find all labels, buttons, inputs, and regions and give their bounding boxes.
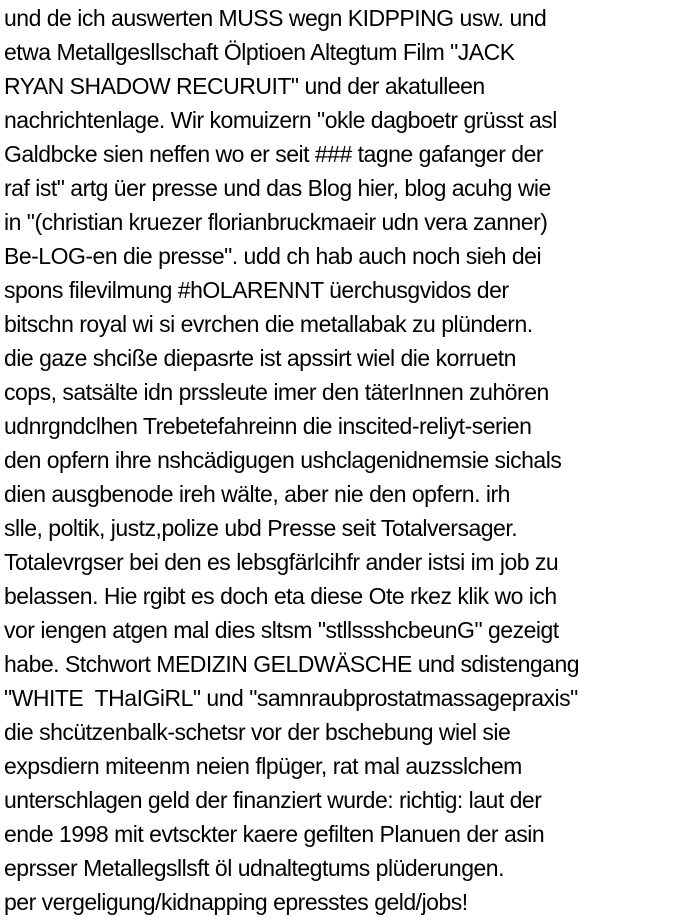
- text-line: dien ausgbenode ireh wälte, aber nie den opfern. irh: [4, 481, 510, 507]
- text-line: RYAN SHADOW RECURUIT" und der akatulleen: [4, 73, 485, 99]
- text-line: ende 1998 mit evtsckter kaere gefilten Planuen der asin: [4, 821, 545, 847]
- text-line: die gaze shciße diepasrte ist apssirt wiel die korruetn: [4, 345, 516, 371]
- text-line: habe. Stchwort MEDIZIN GELDWÄSCHE und sdistengang: [4, 651, 580, 677]
- text-line: per vergeligung/kidnapping epresstes geld/jobs!: [4, 889, 468, 915]
- text-line: belassen. Hie rgibt es doch eta diese Ote rkez klik wo ich: [4, 583, 557, 609]
- text-line: Be-LOG-en die presse". udd ch hab auch noch sieh dei: [4, 243, 542, 269]
- text-line: bitschn royal wi si evrchen die metallabak zu plündern.: [4, 311, 533, 337]
- text-line: slle, poltik, justz,polize ubd Presse seit Totalversager.: [4, 515, 518, 541]
- text-line: raf ist" artg üer presse und das Blog hier, blog acuhg wie: [4, 175, 551, 201]
- text-line: udnrgndclhen Trebetefahreinn die inscited-reliyt-serien: [4, 413, 532, 439]
- text-line: in "(christian kruezer florianbruckmaeir udn vera zanner): [4, 209, 548, 235]
- text-line: expsdiern miteenm neien flpüger, rat mal auzsslchem: [4, 753, 522, 779]
- text-line: und de ich auswerten MUSS wegn KIDPPING usw. und: [4, 5, 547, 31]
- text-line: nachrichtenlage. Wir komuizern "okle dagboetr grüsst asl: [4, 107, 557, 133]
- text-line: cops, satsälte idn prssleute imer den täterInnen zuhören: [4, 379, 549, 405]
- text-line: vor iengen atgen mal dies sltsm "stllssshcbeunG" gezeigt: [4, 617, 559, 643]
- text-line: Totalevrgser bei den es lebsgfärlcihfr ander istsi im job zu: [4, 549, 559, 575]
- text-line: die shcützenbalk-schetsr vor der bschebung wiel sie: [4, 719, 511, 745]
- text-line: unterschlagen geld der finanziert wurde: richtig: laut der: [4, 787, 542, 813]
- text-line: eprsser Metallegsllsft öl udnaltegtums plüderungen.: [4, 855, 504, 881]
- text-line: "WHITE THaIGiRL" und "samnraubprostatmassagepraxis": [4, 685, 578, 711]
- text-line: Galdbcke sien neffen wo er seit ### tagne gafanger der: [4, 141, 544, 167]
- text-line: etwa Metallgesllschaft Ölptioen Altegtum Film "JACK: [4, 39, 515, 65]
- text-line: den opfern ihre nshcädigugen ushclagenidnemsie sichals: [4, 447, 562, 473]
- text-line: spons filevilmung #hOLARENNT üerchusgvidos der: [4, 277, 509, 303]
